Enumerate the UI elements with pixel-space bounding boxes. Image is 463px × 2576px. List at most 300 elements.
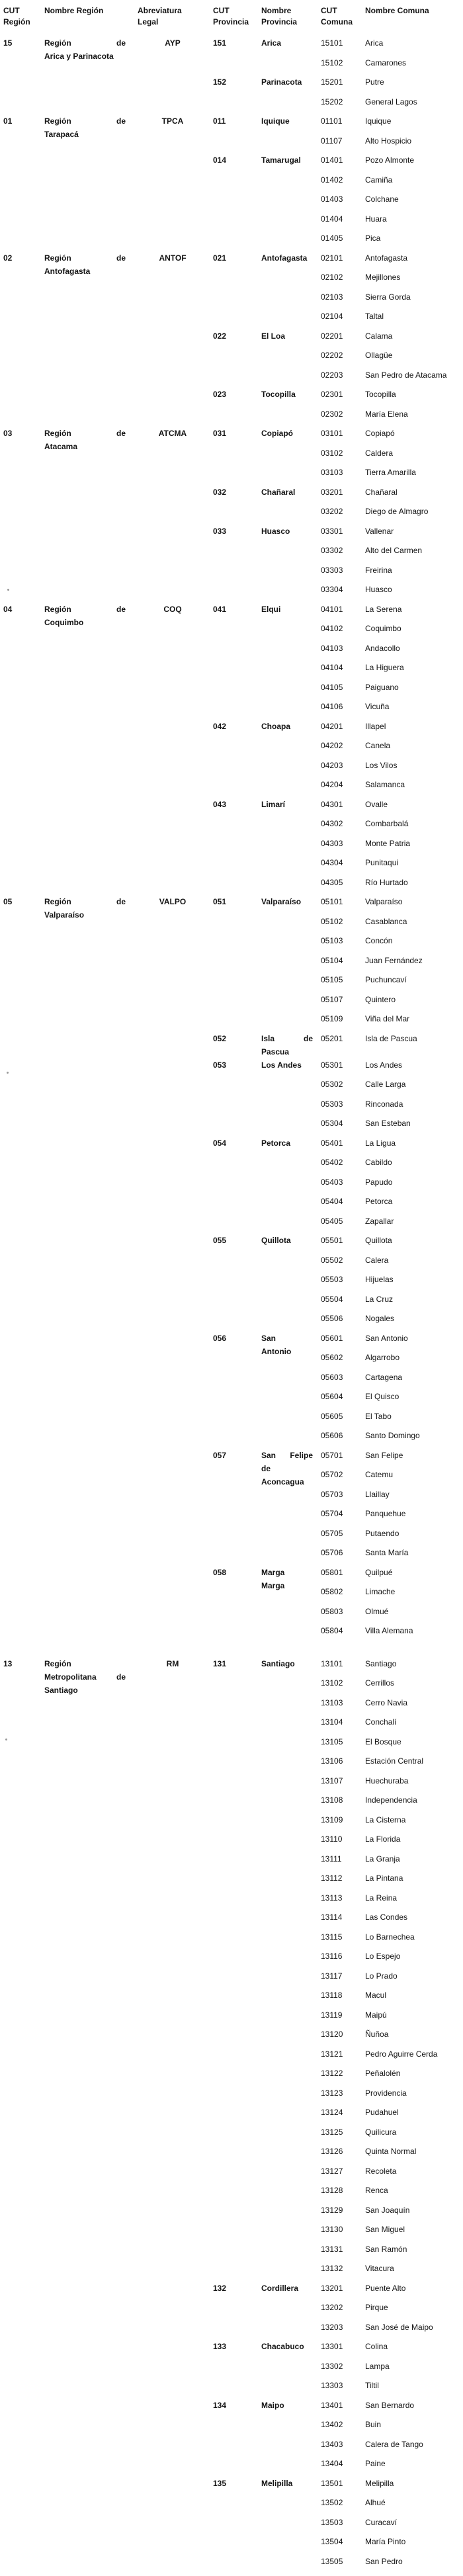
nombre-provincia-cell: San Felipe de Aconcagua	[261, 1450, 313, 1486]
cut-provincia-cell: 054	[213, 1138, 227, 1148]
nombre-comuna-cell: Quillota	[365, 1236, 392, 1245]
nombre-comuna-cell: Panquehue	[365, 1509, 406, 1518]
cut-region-cell: 04	[3, 604, 13, 614]
nombre-comuna-cell: Quilpué	[365, 1567, 393, 1577]
cut-provincia-cell: 023	[213, 390, 227, 399]
scan-speck	[5, 1739, 7, 1740]
cut-comuna-cell: 05701	[321, 1450, 343, 1460]
nombre-comuna-cell: Pedro Aguirre Cerda	[365, 2049, 438, 2059]
cut-comuna-cell: 05702	[321, 1470, 343, 1479]
cut-comuna-cell: 13203	[321, 2322, 343, 2332]
cut-comuna-cell: 13103	[321, 1697, 343, 1707]
cut-comuna-cell: 15201	[321, 77, 343, 87]
cut-comuna-cell: 05704	[321, 1509, 343, 1518]
cut-comuna-cell: 05401	[321, 1138, 343, 1148]
cut-provincia-cell: 042	[213, 721, 227, 731]
cut-comuna-cell: 13132	[321, 2264, 343, 2273]
nombre-provincia-cell: Maipo	[261, 2400, 284, 2410]
nombre-comuna-cell: Salamanca	[365, 780, 405, 789]
cut-comuna-cell: 02101	[321, 253, 343, 263]
cut-comuna-cell: 03102	[321, 448, 343, 458]
cut-comuna-cell: 04203	[321, 760, 343, 770]
nombre-comuna-cell: Pozo Almonte	[365, 155, 415, 165]
cut-comuna-cell: 13125	[321, 2127, 343, 2137]
nombre-comuna-cell: Camiña	[365, 175, 393, 185]
column-header-nombre-provincia: Nombre Provincia	[261, 6, 298, 26]
nombre-comuna-cell: Pirque	[365, 2303, 388, 2312]
nombre-comuna-cell: Calera de Tango	[365, 2439, 423, 2449]
abreviatura-legal-cell: ATCMA	[158, 429, 187, 438]
abreviatura-legal-cell: AYP	[165, 38, 181, 48]
cut-comuna-cell: 13105	[321, 1737, 343, 1746]
nombre-comuna-cell: Concón	[365, 936, 393, 945]
table-row	[3, 114, 463, 134]
nombre-comuna-cell: La Ligua	[365, 1138, 396, 1148]
cut-comuna-cell: 13121	[321, 2049, 343, 2059]
abreviatura-legal-cell: VALPO	[159, 897, 187, 906]
cut-comuna-cell: 15102	[321, 58, 343, 67]
nombre-comuna-cell: Arica	[365, 38, 384, 48]
cut-comuna-cell: 05404	[321, 1197, 343, 1206]
cut-comuna-cell: 13124	[321, 2108, 343, 2117]
table-row	[3, 251, 463, 271]
cut-comuna-cell: 13403	[321, 2439, 343, 2449]
nombre-comuna-cell: María Pinto	[365, 2537, 406, 2546]
nombre-region-cell: Región Metropolitana de Santiago	[44, 1658, 126, 1695]
column-header-cut-provincia: CUT Provincia	[213, 6, 249, 26]
cut-comuna-cell: 04103	[321, 643, 343, 653]
nombre-provincia-cell: El Loa	[261, 331, 286, 341]
nombre-comuna-cell: La Granja	[365, 1854, 400, 1864]
column-header-nombre-comuna: Nombre Comuna	[365, 6, 429, 15]
nombre-comuna-cell: Los Vilos	[365, 760, 398, 770]
cut-comuna-cell: 13301	[321, 2342, 343, 2351]
nombre-provincia-cell: San Antonio	[261, 1333, 292, 1356]
cut-comuna-cell: 01101	[321, 116, 343, 126]
cut-comuna-cell: 13126	[321, 2147, 343, 2156]
cut-comuna-cell: 05405	[321, 1216, 343, 1226]
nombre-comuna-cell: Lampa	[365, 2361, 390, 2371]
nombre-comuna-cell: Cabildo	[365, 1158, 392, 1167]
cut-provincia-cell: 031	[213, 429, 227, 438]
nombre-comuna-cell: Lo Espejo	[365, 1952, 401, 1961]
cut-provincia-cell: 058	[213, 1567, 227, 1577]
cut-comuna-cell: 13110	[321, 1834, 343, 1844]
scan-speck	[7, 1072, 9, 1074]
nombre-provincia-cell: Elqui	[261, 604, 281, 614]
cut-comuna-cell: 13117	[321, 1971, 343, 1981]
cut-comuna-cell: 02102	[321, 273, 343, 282]
cut-provincia-cell: 014	[213, 155, 227, 165]
cut-provincia-cell: 134	[213, 2400, 227, 2410]
cut-comuna-cell: 05603	[321, 1372, 343, 1382]
nombre-provincia-cell: Limarí	[261, 799, 286, 809]
nombre-region-cell: Región de Antofagasta	[44, 253, 126, 276]
nombre-comuna-cell: El Tabo	[365, 1411, 392, 1421]
nombre-comuna-cell: La Higuera	[365, 663, 404, 672]
cut-provincia-cell: 152	[213, 77, 227, 87]
cut-comuna-cell: 01404	[321, 214, 343, 224]
nombre-comuna-cell: Huasco	[365, 585, 392, 594]
nombre-provincia-cell: Arica	[261, 38, 282, 48]
nombre-provincia-cell: Parinacota	[261, 77, 302, 87]
cut-comuna-cell: 05301	[321, 1060, 343, 1070]
cut-comuna-cell: 02104	[321, 312, 343, 321]
nombre-comuna-cell: San Pedro	[365, 2556, 403, 2566]
nombre-comuna-cell: Illapel	[365, 721, 386, 731]
cut-region-cell: 01	[3, 116, 13, 126]
nombre-comuna-cell: Taltal	[365, 312, 384, 321]
nombre-provincia-cell: Antofagasta	[261, 253, 308, 263]
cut-comuna-cell: 13115	[321, 1932, 343, 1942]
nombre-comuna-cell: La Pintana	[365, 1873, 403, 1883]
cut-comuna-cell: 13102	[321, 1678, 343, 1688]
nombre-comuna-cell: Rinconada	[365, 1099, 403, 1109]
nombre-comuna-cell: Independencia	[365, 1795, 417, 1805]
nombre-comuna-cell: Diego de Almagro	[365, 507, 429, 516]
nombre-comuna-cell: Sierra Gorda	[365, 292, 411, 302]
cut-comuna-cell: 01403	[321, 194, 343, 204]
cut-comuna-cell: 05107	[321, 994, 343, 1004]
cut-comuna-cell: 13113	[321, 1893, 343, 1903]
nombre-comuna-cell: Macul	[365, 1991, 387, 2000]
cut-provincia-cell: 053	[213, 1060, 227, 1070]
cut-comuna-cell: 13123	[321, 2088, 343, 2098]
cut-comuna-cell: 03304	[321, 585, 343, 594]
cut-comuna-cell: 02103	[321, 292, 343, 302]
nombre-comuna-cell: Caldera	[365, 448, 394, 458]
cut-region-cell: 02	[3, 253, 13, 263]
nombre-region-cell: Región de Tarapacá	[44, 116, 126, 139]
nombre-region-cell: Región de Atacama	[44, 429, 126, 451]
cut-comuna-cell: 04302	[321, 819, 343, 828]
nombre-comuna-cell: Viña del Mar	[365, 1014, 410, 1023]
nombre-provincia-cell: Santiago	[261, 1658, 295, 1668]
nombre-comuna-cell: Río Hurtado	[365, 877, 408, 887]
nombre-provincia-cell: Marga Marga	[261, 1567, 285, 1590]
cut-comuna-cell: 04304	[321, 858, 343, 867]
cut-comuna-cell: 05803	[321, 1606, 343, 1616]
nombre-comuna-cell: Isla de Pascua	[365, 1033, 417, 1043]
cut-comuna-cell: 13109	[321, 1815, 343, 1825]
nombre-comuna-cell: San Esteban	[365, 1119, 411, 1128]
cut-provincia-cell: 135	[213, 2478, 227, 2488]
cut-comuna-cell: 05801	[321, 1567, 343, 1577]
nombre-comuna-cell: Alhué	[365, 2498, 386, 2507]
cut-comuna-cell: 13130	[321, 2225, 343, 2234]
cut-comuna-cell: 13106	[321, 1756, 343, 1766]
cut-comuna-cell: 05102	[321, 916, 343, 926]
nombre-comuna-cell: Renca	[365, 2186, 388, 2195]
cut-region-cell: 15	[3, 38, 13, 48]
cut-comuna-cell: 05402	[321, 1158, 343, 1167]
cut-provincia-cell: 133	[213, 2342, 227, 2351]
cut-provincia-cell: 057	[213, 1450, 227, 1460]
cut-comuna-cell: 03302	[321, 546, 343, 555]
cut-comuna-cell: 05304	[321, 1119, 343, 1128]
cut-comuna-cell: 13401	[321, 2400, 343, 2410]
nombre-comuna-cell: Vitacura	[365, 2264, 394, 2273]
cut-comuna-cell: 15101	[321, 38, 343, 48]
nombre-comuna-cell: Hijuelas	[365, 1275, 394, 1284]
nombre-comuna-cell: Andacollo	[365, 643, 400, 653]
nombre-provincia-cell: Iquique	[261, 116, 290, 126]
cut-comuna-cell: 04204	[321, 780, 343, 789]
nombre-comuna-cell: Colchane	[365, 194, 399, 204]
nombre-comuna-cell: Ovalle	[365, 799, 388, 809]
nombre-comuna-cell: San Joaquín	[365, 2205, 410, 2215]
nombre-comuna-cell: Canela	[365, 741, 391, 750]
nombre-comuna-cell: Melipilla	[365, 2478, 394, 2488]
cut-comuna-cell: 13107	[321, 1776, 343, 1785]
nombre-comuna-cell: Valparaíso	[365, 897, 403, 906]
cut-provincia-cell: 131	[213, 1658, 227, 1668]
cut-comuna-cell: 02301	[321, 390, 343, 399]
cut-comuna-cell: 13404	[321, 2459, 343, 2468]
nombre-comuna-cell: San Felipe	[365, 1450, 403, 1460]
nombre-comuna-cell: Casablanca	[365, 916, 407, 926]
nombre-comuna-cell: Juan Fernández	[365, 955, 423, 965]
nombre-comuna-cell: Alto del Carmen	[365, 546, 423, 555]
cut-provincia-cell: 043	[213, 799, 227, 809]
cut-comuna-cell: 05605	[321, 1411, 343, 1421]
nombre-comuna-cell: Huechuraba	[365, 1776, 409, 1785]
nombre-provincia-cell: Huasco	[261, 526, 290, 536]
header-row	[3, 5, 463, 36]
column-header-abreviatura-legal: Abreviatura Legal	[138, 6, 182, 26]
table-row	[3, 603, 463, 623]
cut-comuna-cell: 05601	[321, 1333, 343, 1343]
cut-comuna-cell: 04102	[321, 624, 343, 633]
cut-comuna-cell: 01405	[321, 234, 343, 243]
cut-comuna-cell: 13201	[321, 2283, 343, 2293]
cut-comuna-cell: 02302	[321, 409, 343, 419]
cut-comuna-cell: 01401	[321, 155, 343, 165]
cut-comuna-cell: 03202	[321, 507, 343, 516]
cut-provincia-cell: 051	[213, 897, 227, 906]
cut-comuna-cell: 05104	[321, 955, 343, 965]
nombre-comuna-cell: María Elena	[365, 409, 408, 419]
abreviatura-legal-cell: RM	[166, 1658, 179, 1668]
nombre-comuna-cell: Santa María	[365, 1548, 409, 1557]
nombre-provincia-cell: Valparaíso	[261, 897, 302, 906]
cut-comuna-cell: 13505	[321, 2556, 343, 2566]
cut-comuna-cell: 13129	[321, 2205, 343, 2215]
cut-comuna-cell: 13128	[321, 2186, 343, 2195]
cut-comuna-cell: 13131	[321, 2244, 343, 2254]
cut-comuna-cell: 04106	[321, 702, 343, 711]
nombre-comuna-cell: San José de Maipo	[365, 2322, 433, 2332]
cut-provincia-cell: 032	[213, 487, 227, 497]
nombre-comuna-cell: Cerro Navia	[365, 1697, 408, 1707]
nombre-provincia-cell: Petorca	[261, 1138, 291, 1148]
cut-comuna-cell: 02201	[321, 331, 343, 341]
cut-comuna-cell: 04301	[321, 799, 343, 809]
cut-provincia-cell: 041	[213, 604, 227, 614]
cut-comuna-cell: 05705	[321, 1528, 343, 1538]
nombre-comuna-cell: Vallenar	[365, 526, 394, 536]
nombre-comuna-cell: Colina	[365, 2342, 388, 2351]
nombre-comuna-cell: Cartagena	[365, 1372, 403, 1382]
nombre-comuna-cell: Putaendo	[365, 1528, 400, 1538]
cut-comuna-cell: 05403	[321, 1177, 343, 1187]
nombre-comuna-cell: Algarrobo	[365, 1353, 400, 1362]
nombre-comuna-cell: Quilicura	[365, 2127, 397, 2137]
cut-comuna-cell: 03201	[321, 487, 343, 497]
nombre-comuna-cell: Maipú	[365, 2010, 387, 2020]
nombre-comuna-cell: Los Andes	[365, 1060, 403, 1070]
cut-comuna-cell: 03303	[321, 565, 343, 575]
nombre-comuna-cell: San Pedro de Atacama	[365, 370, 447, 380]
cut-region-cell: 03	[3, 429, 13, 438]
nombre-comuna-cell: San Miguel	[365, 2225, 405, 2234]
nombre-comuna-cell: Calera	[365, 1255, 389, 1265]
cut-comuna-cell: 02202	[321, 351, 343, 360]
nombre-comuna-cell: Villa Alemana	[365, 1626, 413, 1635]
nombre-provincia-cell: Isla de Pascua	[261, 1033, 313, 1056]
nombre-comuna-cell: Chañaral	[365, 487, 398, 497]
cut-provincia-cell: 022	[213, 331, 227, 341]
cut-comuna-cell: 13127	[321, 2166, 343, 2176]
nombre-provincia-cell: Los Andes	[261, 1060, 302, 1070]
cut-comuna-cell: 05103	[321, 936, 343, 945]
nombre-region-cell: Región de Arica y Parinacota	[44, 38, 126, 61]
cut-comuna-cell: 13501	[321, 2478, 343, 2488]
nombre-comuna-cell: Mejillones	[365, 273, 401, 282]
cut-comuna-cell: 13114	[321, 1912, 343, 1922]
cut-comuna-cell: 13302	[321, 2361, 343, 2371]
nombre-comuna-cell: Puchuncaví	[365, 975, 407, 984]
nombre-comuna-cell: Iquique	[365, 116, 392, 126]
cut-comuna-cell: 02203	[321, 370, 343, 380]
cut-comuna-cell: 05303	[321, 1099, 343, 1109]
cut-comuna-cell: 13119	[321, 2010, 343, 2020]
abreviatura-legal-cell: TPCA	[161, 116, 184, 126]
nombre-provincia-cell: Copiapó	[261, 429, 293, 438]
cut-comuna-cell: 03301	[321, 526, 343, 536]
cut-comuna-cell: 05604	[321, 1392, 343, 1401]
nombre-provincia-cell: Chañaral	[261, 487, 296, 497]
nombre-comuna-cell: Zapallar	[365, 1216, 394, 1226]
cut-comuna-cell: 05506	[321, 1314, 343, 1323]
nombre-comuna-cell: Calama	[365, 331, 393, 341]
nombre-comuna-cell: Curacaví	[365, 2517, 398, 2527]
nombre-comuna-cell: Puente Alto	[365, 2283, 406, 2293]
cut-comuna-cell: 04201	[321, 721, 343, 731]
cut-comuna-cell: 13122	[321, 2069, 343, 2078]
table-row	[3, 895, 463, 915]
nombre-comuna-cell: Recoleta	[365, 2166, 397, 2176]
cut-comuna-cell: 13503	[321, 2517, 343, 2527]
cut-provincia-cell: 151	[213, 38, 227, 48]
cut-comuna-cell: 01107	[321, 136, 343, 146]
nombre-comuna-cell: Pudahuel	[365, 2108, 399, 2117]
nombre-comuna-cell: General Lagos	[365, 97, 417, 107]
nombre-comuna-cell: Calle Larga	[365, 1080, 406, 1089]
nombre-comuna-cell: Nogales	[365, 1314, 395, 1323]
nombre-provincia-cell: Tamarugal	[261, 155, 301, 165]
nombre-comuna-cell: Copiapó	[365, 429, 395, 438]
nombre-comuna-cell: Peñalolén	[365, 2069, 401, 2078]
table-row	[3, 1644, 463, 1677]
cut-comuna-cell: 05105	[321, 975, 343, 984]
cut-comuna-cell: 03103	[321, 468, 343, 477]
cut-comuna-cell: 04105	[321, 682, 343, 692]
nombre-provincia-cell: Quillota	[261, 1236, 291, 1245]
nombre-comuna-cell: Estación Central	[365, 1756, 424, 1766]
nombre-comuna-cell: Paine	[365, 2459, 386, 2468]
nombre-comuna-cell: Tiltil	[365, 2381, 379, 2390]
nombre-comuna-cell: Lo Prado	[365, 1971, 398, 1981]
column-header-cut-comuna: CUT Comuna	[321, 6, 353, 26]
cut-comuna-cell: 04104	[321, 663, 343, 672]
nombre-comuna-cell: Lo Barnechea	[365, 1932, 415, 1942]
nombre-comuna-cell: Antofagasta	[365, 253, 408, 263]
nombre-comuna-cell: Alto Hospicio	[365, 136, 412, 146]
nombre-comuna-cell: San Antonio	[365, 1333, 408, 1343]
cut-provincia-cell: 021	[213, 253, 227, 263]
nombre-comuna-cell: Vicuña	[365, 702, 390, 711]
nombre-comuna-cell: Catemu	[365, 1470, 394, 1479]
nombre-comuna-cell: Ollagüe	[365, 351, 393, 360]
cut-comuna-cell: 13120	[321, 2030, 343, 2039]
nombre-provincia-cell: Chacabuco	[261, 2342, 304, 2351]
nombre-comuna-cell: Tocopilla	[365, 390, 396, 399]
cut-comuna-cell: 05109	[321, 1014, 343, 1023]
cut-comuna-cell: 01402	[321, 175, 343, 185]
cut-comuna-cell: 04303	[321, 838, 343, 848]
cut-region-cell: 05	[3, 897, 13, 906]
nombre-comuna-cell: Putre	[365, 77, 384, 87]
nombre-comuna-cell: Buin	[365, 2420, 382, 2429]
nombre-comuna-cell: Huara	[365, 214, 387, 224]
cut-comuna-cell: 03101	[321, 429, 343, 438]
nombre-comuna-cell: El Quisco	[365, 1392, 400, 1401]
cut-comuna-cell: 13402	[321, 2420, 343, 2429]
cut-comuna-cell: 05302	[321, 1080, 343, 1089]
nombre-comuna-cell: Conchalí	[365, 1717, 397, 1727]
nombre-provincia-cell: Choapa	[261, 721, 291, 731]
nombre-comuna-cell: Coquimbo	[365, 624, 401, 633]
table-row	[3, 36, 463, 56]
cut-provincia-cell: 033	[213, 526, 227, 536]
nombre-comuna-cell: Olmué	[365, 1606, 389, 1616]
nombre-provincia-cell: Tocopilla	[261, 390, 296, 399]
nombre-comuna-cell: La Cruz	[365, 1294, 394, 1304]
nombre-comuna-cell: Papudo	[365, 1177, 393, 1187]
table-row	[3, 427, 463, 447]
cut-comuna-cell: 13108	[321, 1795, 343, 1805]
nombre-comuna-cell: El Bosque	[365, 1737, 401, 1746]
column-header-nombre-region: Nombre Región	[44, 6, 104, 15]
nombre-comuna-cell: Monte Patria	[365, 838, 411, 848]
cut-comuna-cell: 05501	[321, 1236, 343, 1245]
nombre-comuna-cell: Punitaqui	[365, 858, 399, 867]
nombre-comuna-cell: Paiguano	[365, 682, 399, 692]
nombre-comuna-cell: La Florida	[365, 1834, 401, 1844]
nombre-provincia-cell: Cordillera	[261, 2283, 299, 2293]
column-header-cut-region: CUT Región	[3, 6, 30, 26]
cut-comuna-cell: 13111	[321, 1854, 342, 1864]
cut-comuna-cell: 04305	[321, 877, 343, 887]
nombre-comuna-cell: Ñuñoa	[365, 2030, 389, 2039]
scan-speck	[7, 589, 9, 591]
nombre-comuna-cell: Providencia	[365, 2088, 407, 2098]
nombre-comuna-cell: Freirina	[365, 565, 392, 575]
nombre-region-cell: Región de Valparaíso	[44, 897, 126, 920]
cut-comuna-cell: 05703	[321, 1489, 343, 1499]
cut-comuna-cell: 05804	[321, 1626, 343, 1635]
